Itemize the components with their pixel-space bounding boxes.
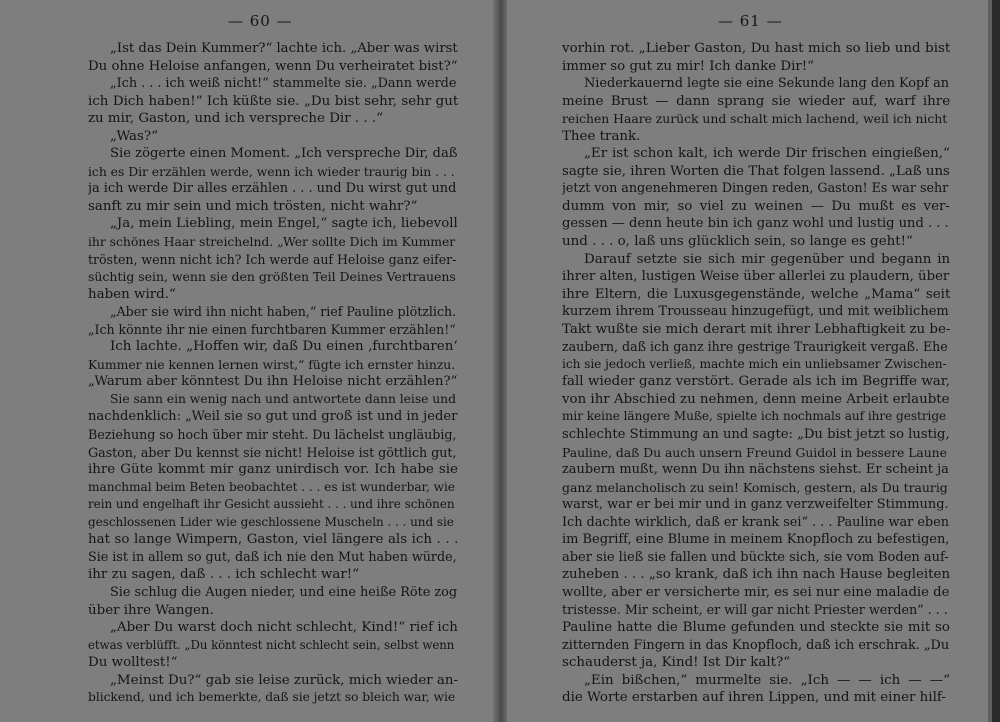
text-line: zuheben . . . „so krank, daß ich ihn nach Hause begleiten <box>562 567 950 583</box>
text-line: vorhin rot. „Lieber Gaston, Du hast mich so lieb und bist <box>562 41 950 56</box>
text-line: immer so gut zu mir! Ich danke Dir!“ <box>562 58 815 74</box>
text-line: Sie zögerte einen Moment. „Ich verspreche Dir, daß <box>110 146 458 162</box>
text-line: ihre Eltern, die Luxusgegenstände, welche „Mama“ seit <box>562 286 950 302</box>
text-line: Gaston, aber Du kennst sie nicht! Heloise ist göttlich gut, <box>88 444 457 460</box>
text-line: süchtig sein, wenn sie den größten Teil Deines Vertrauens <box>88 269 456 285</box>
page-number-right: — 61 — <box>718 12 783 30</box>
text-line: „Aber sie wird ihn nicht haben,“ rief Pauline plötzlich. <box>110 304 457 320</box>
text-line: zaubern, daß ich ganz ihre gestrige Traurigkeit vergaß. Ehe <box>562 339 948 355</box>
text-line: Takt wußte sie mich derart mit ihrer Lebhaftigkeit zu be- <box>562 321 950 337</box>
text-line: „Ich . . . ich weiß nicht!“ stammelte sie. „Dann werde <box>110 76 457 92</box>
text-line: im Begriff, eine Blume in meinem Knopfloch zu befestigen, <box>562 532 950 548</box>
text-line: ja ich werde Dir alles erzählen . . . und Du wirst gut und <box>88 181 457 197</box>
text-line: ihr zu sagen, daß . . . ich schlecht war!“ <box>88 567 359 583</box>
text-line: jetzt von angenehmeren Dingen reden, Gaston! Es war sehr <box>562 181 949 197</box>
text-line: zu mir, Gaston, und ich verspreche Dir . . .“ <box>88 111 383 127</box>
text-line: reichen Haare zurück und schalt mich lachend, weil ich nicht <box>562 111 948 127</box>
text-line: „Was?“ <box>110 128 158 144</box>
text-line: Ich lachte. „Hoffen wir, daß Du einen ‚furchtbaren‘ <box>110 339 458 355</box>
text-line: die Worte erstarben auf ihren Lippen, und mit einer hilf- <box>562 690 946 706</box>
text-line: warst, war er bei mir und in ganz verzweifelter Stimmung. <box>562 497 949 513</box>
text-line: rein und engelhaft ihr Gesicht aussieht . . . und ihre schönen <box>88 497 455 512</box>
text-line: tristesse. Mir scheint, er will gar nicht Priester werden“ . . . <box>562 602 948 618</box>
text-line: schauderst ja, Kind! Ist Dir kalt?“ <box>562 655 791 671</box>
text-line: haben wird.“ <box>88 286 176 302</box>
text-line: Pauline, daß Du auch unsern Freund Guidol in bessere Laune <box>562 444 947 460</box>
text-line: wollte, aber er versicherte mir, es sei nur eine maladie de <box>562 584 950 600</box>
text-line: ihr schönes Haar streichelnd. „Wer sollte Dich im Kummer <box>88 234 456 250</box>
text-line: zaubern mußt, wenn Du ihn nächstens siehst. Er scheint ja <box>562 462 949 478</box>
text-line: „Ja, mein Liebling, mein Engel,“ sagte ich, liebevoll <box>110 216 458 232</box>
text-line: zitternden Fingern in das Knopfloch, daß ich erschrak. „Du <box>562 637 950 653</box>
text-line: ich sie jedoch verließ, machte mich ein unliebsamer Zwischen- <box>562 356 947 371</box>
left-page-text <box>88 40 458 707</box>
text-line: Pauline hatte die Blume gefunden und steckte sie mit so <box>562 620 950 636</box>
text-line: dumm von mir, so viel zu weinen — Du mußt es ver- <box>562 198 950 214</box>
text-line: „Aber Du warst doch nicht schlecht, Kind!“ rief ich <box>110 620 458 636</box>
text-line: Thee trank. <box>562 128 641 144</box>
text-line: sanft zu mir sein und mich trösten, nicht wahr?“ <box>88 198 418 214</box>
text-line: „Ein bißchen,“ murmelte sie. „Ich — — ich — —“ <box>584 672 950 688</box>
text-line: nachdenklich: „Weil sie so gut und groß ist und in jeder <box>88 409 458 425</box>
text-line: „Ist das Dein Kummer?“ lachte ich. „Aber was wirst <box>110 41 458 56</box>
text-line: geschlossenen Lider wie geschlossene Muscheln . . . und sie <box>88 514 454 529</box>
right-page <box>500 0 1000 722</box>
text-line: gessen — denn heute bin ich ganz wohl und lustig und . . . <box>562 216 949 232</box>
text-line: „Ich könnte ihr nie einen furchtbaren Kummer erzählen!“ <box>88 321 456 337</box>
text-line: Du wolltest!“ <box>88 655 178 671</box>
text-line: „Meinst Du?“ gab sie leise zurück, mich wieder an- <box>110 672 458 688</box>
text-line: ich Dich haben!“ Ich küßte sie. „Du bist sehr, sehr gut <box>88 93 458 109</box>
text-line: über ihre Wangen. <box>88 602 214 618</box>
text-line: Ich dachte wirklich, daß er krank sei“ . . . Pauline war eben <box>562 514 949 530</box>
text-line: Darauf setzte sie sich mir gegenüber und begann in <box>584 251 950 267</box>
text-line: ihre Güte kommt mir ganz unirdisch vor. Ich habe sie <box>88 462 458 478</box>
text-line: sagte sie, ihren Worten die That folgen lassend. „Laß uns <box>562 163 950 179</box>
text-line: schlechte Stimmung an und sagte: „Du bist jetzt so lustig, <box>562 427 950 443</box>
text-line: „Warum aber könntest Du ihn Heloise nicht erzählen?“ <box>88 374 458 390</box>
text-line: Kummer nie kennen lernen wirst,“ fügte ich ernster hinzu. <box>88 356 456 372</box>
text-line: hat so lange Wimpern, Gaston, viel längere als ich . . . <box>88 532 458 548</box>
text-line: blickend, und ich bemerkte, daß sie jetzt so bleich war, wie <box>88 690 456 705</box>
text-line: Sie sann ein wenig nach und antwortete dann leise und <box>110 391 456 406</box>
text-line: ganz melancholisch zu sein! Komisch, gestern, als Du traurig <box>562 479 948 495</box>
text-line: mir keine längere Muße, spielte ich nochmals auf ihre gestrige <box>562 409 947 424</box>
text-line: ihrer alten, lustigen Weise über allerlei zu plaudern, über <box>562 269 950 285</box>
text-line: Du ohne Heloise anfangen, wenn Du verheiratet bist?“ <box>88 58 458 74</box>
page-edge <box>992 0 1000 722</box>
text-line: trösten, wenn nicht ich? Ich werde auf Heloise ganz eifer- <box>88 251 457 267</box>
text-line: „Er ist schon kalt, ich werde Dir frischen eingießen,“ <box>584 146 950 162</box>
text-line: Beziehung so hoch über mir steht. Du lächelst ungläubig, <box>88 427 457 443</box>
text-line: von ihr Abschied zu nehmen, denn meine Arbeit erlaubte <box>562 391 950 407</box>
text-line: Niederkauernd legte sie eine Sekunde lang den Kopf an <box>584 76 950 92</box>
text-line: Sie ist in allem so gut, daß ich nie den Mut haben würde, <box>88 549 457 565</box>
text-line: meine Brust — dann sprang sie wieder auf, warf ihre <box>562 93 950 109</box>
text-line: kurzem ihrem Trousseau hinzugefügt, und mit weiblichem <box>562 304 949 320</box>
text-line: etwas verblüfft. „Du könntest nicht schlecht sein, selbst wenn <box>88 637 455 652</box>
text-line: und . . . o, laß uns glücklich sein, so lange es geht!“ <box>562 234 913 250</box>
text-line: manchmal beim Beten beobachtet . . . es ist wunderbar, wie <box>88 479 455 494</box>
right-page-text <box>562 40 950 707</box>
text-line: fall wieder ganz verstört. Gerade als ich im Begriffe war, <box>562 374 950 390</box>
text-line: ich es Dir erzählen werde, wenn ich wieder traurig bin . . . <box>88 163 455 179</box>
page-number-left: — 60 — <box>228 12 293 30</box>
text-line: Sie schlug die Augen nieder, und eine heiße Röte zog <box>110 584 458 600</box>
text-line: aber sie ließ sie fallen und bückte sich, sie vom Boden auf- <box>562 549 949 565</box>
